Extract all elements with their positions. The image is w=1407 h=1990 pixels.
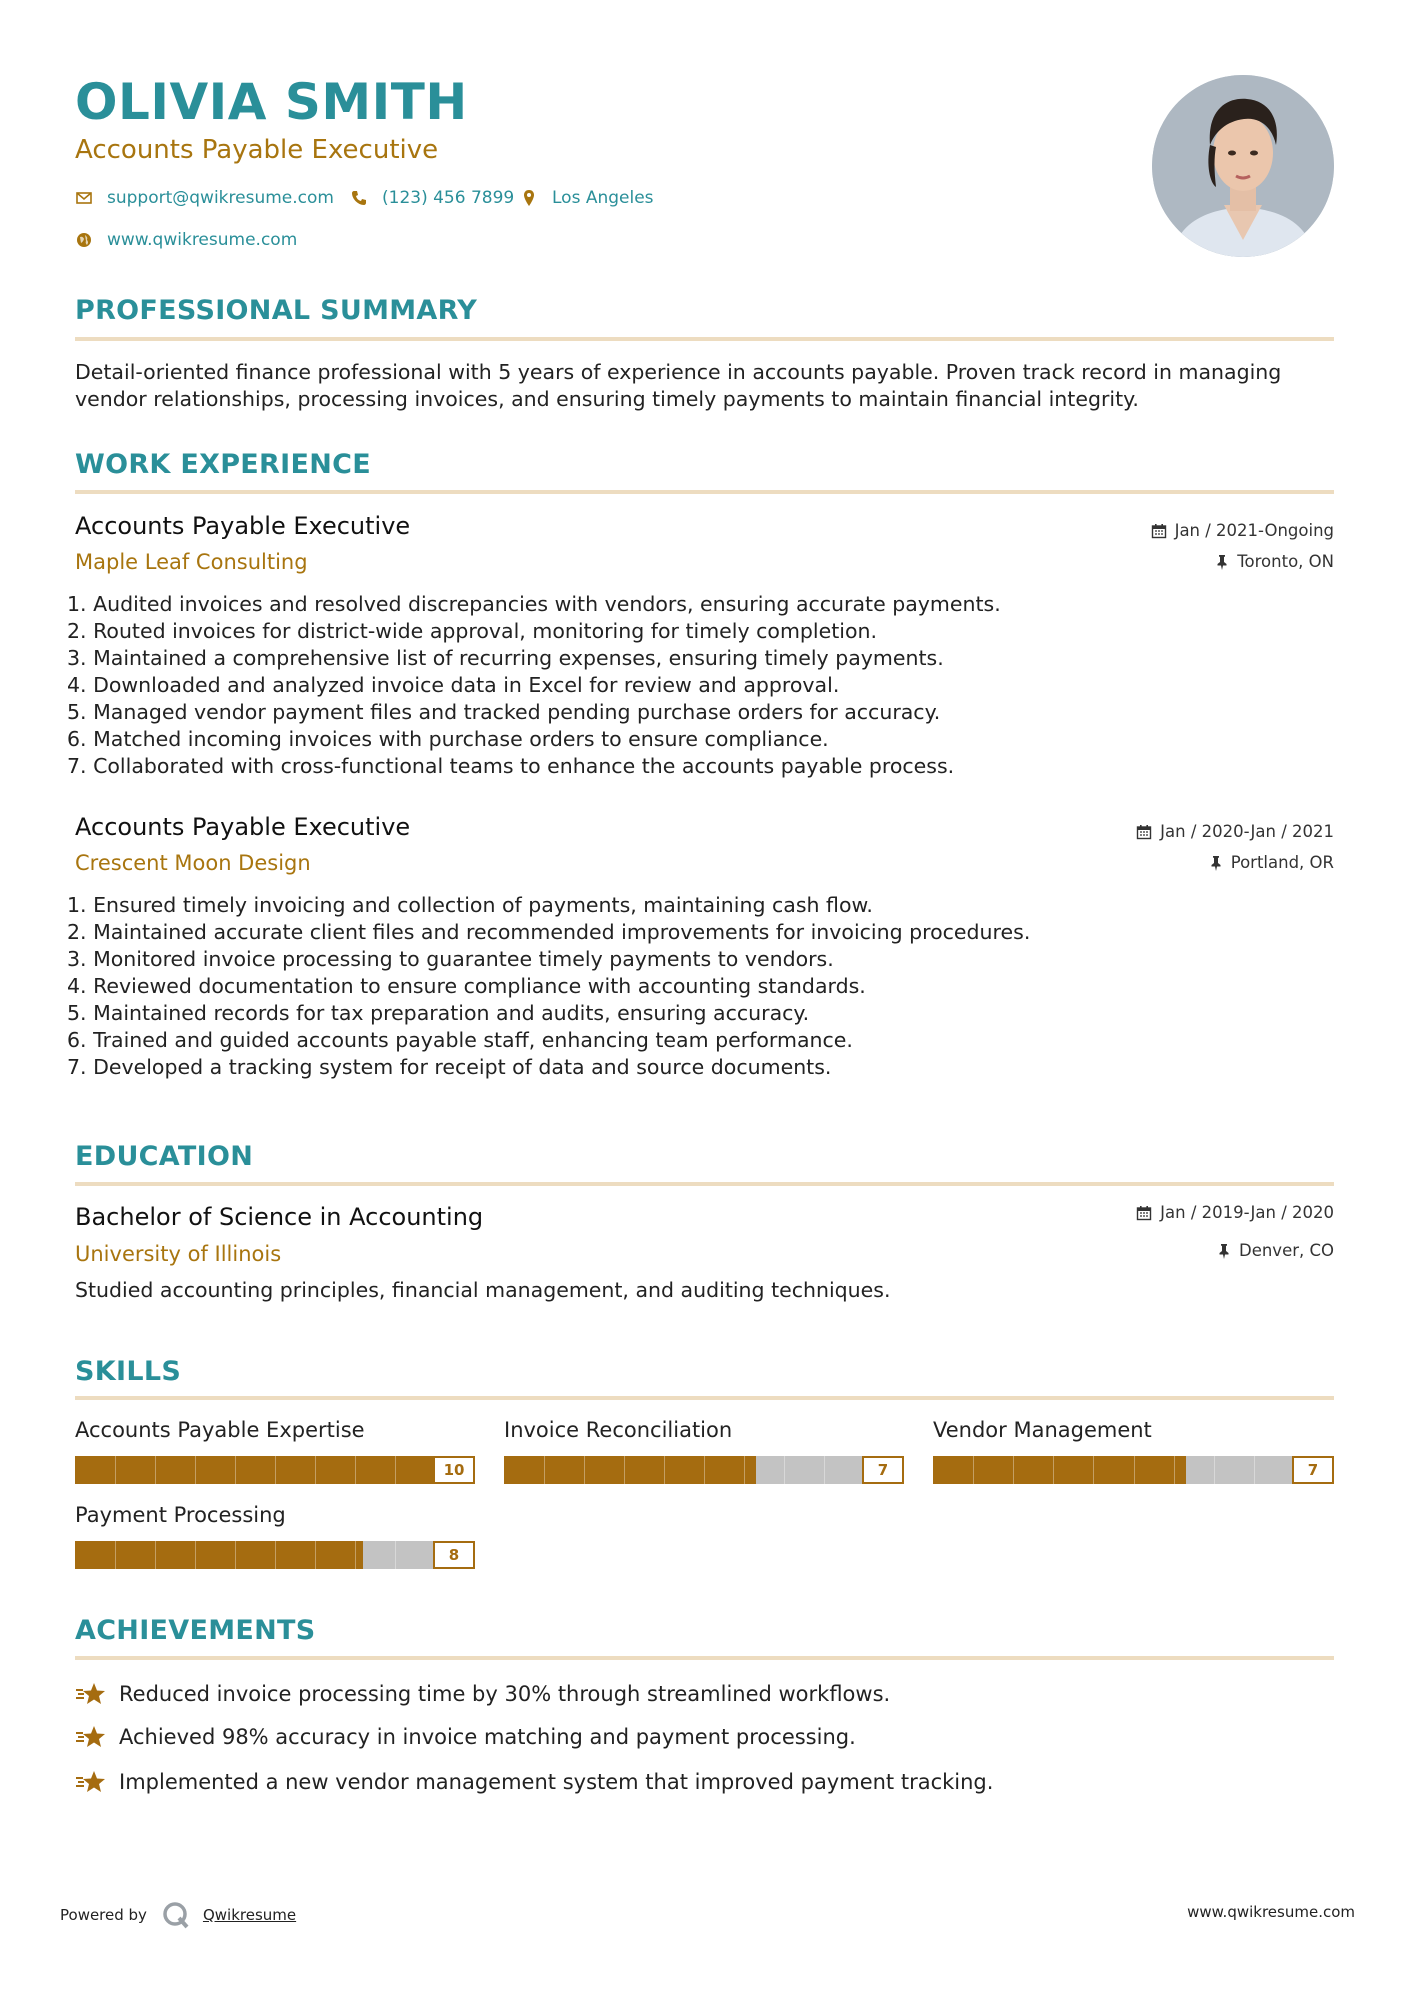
profile-photo: [1152, 75, 1334, 257]
skill-bar-segment: [155, 1541, 156, 1569]
skill-level-badge: 7: [862, 1456, 904, 1484]
calendar-icon: [1136, 1205, 1152, 1221]
list-item: 2. Maintained accurate client files and recommended improvements for invoicing procedures.: [67, 920, 1031, 944]
skill-bar-segment: [624, 1456, 625, 1484]
education-description: Studied accounting principles, financial management, and auditing techniques.: [75, 1278, 891, 1302]
list-item: 7. Collaborated with cross-functional teams to enhance the accounts payable process.: [67, 754, 955, 778]
star-icon: [75, 1769, 107, 1795]
achievement-text: Implemented a new vendor management system that improved payment tracking.: [119, 1770, 994, 1794]
skill-label: Vendor Management: [933, 1418, 1152, 1442]
map-pin-icon: [520, 189, 538, 207]
education-dates-text: Jan / 2019-Jan / 2020: [1160, 1203, 1334, 1222]
powered-by-text: Powered by: [60, 1906, 147, 1924]
skill-bar-segment: [824, 1456, 825, 1484]
pushpin-icon: [1215, 554, 1229, 570]
calendar-icon: [1151, 523, 1167, 539]
achievement-item: [75, 1680, 890, 1708]
summary-text: Detail-oriented finance professional with 5 years of experience in accounts payable. Proven track record in managing vendor relationships, processing invoices, and ensuring timely payments to maintain financial integrity.: [75, 360, 1282, 411]
experience-divider: [75, 490, 1334, 494]
pushpin-icon: [1217, 1243, 1231, 1259]
experience-heading: WORK EXPERIENCE: [75, 449, 371, 480]
degree-title: Bachelor of Science in Accounting: [75, 1203, 484, 1231]
skill-bar-segment: [235, 1456, 236, 1484]
skill-bar-segment: [1254, 1456, 1255, 1484]
list-item: 6. Matched incoming invoices with purchase orders to ensure compliance.: [67, 727, 829, 751]
skill-label: Invoice Reconciliation: [504, 1418, 733, 1442]
summary-divider: [75, 337, 1334, 341]
list-item: 2. Routed invoices for district-wide approval, monitoring for timely completion.: [67, 619, 878, 643]
skill-bar-segment: [1134, 1456, 1135, 1484]
skill-bar-segment: [784, 1456, 785, 1484]
contact-phone[interactable]: [350, 186, 514, 210]
skill-bar-segment: [744, 1456, 745, 1484]
qwikresume-logo-icon: [161, 1900, 191, 1930]
education-divider: [75, 1182, 1334, 1186]
location-text: Los Angeles: [552, 188, 654, 208]
education-heading: EDUCATION: [75, 1141, 254, 1172]
skill-bar-segment: [195, 1541, 196, 1569]
skill-bar-segment: [1174, 1456, 1175, 1484]
list-item: 6. Trained and guided accounts payable staff, enhancing team performance.: [67, 1028, 853, 1052]
skill-bar-segment: [155, 1456, 156, 1484]
skill-bar: [75, 1456, 475, 1484]
website-text[interactable]: www.qwikresume.com: [107, 230, 298, 250]
list-item: 4. Reviewed documentation to ensure compliance with accounting standards.: [67, 974, 866, 998]
job-location-text: Portland, OR: [1230, 853, 1334, 872]
skill-bar-segment: [115, 1541, 116, 1569]
list-item: 7. Developed a tracking system for receipt of data and source documents.: [67, 1055, 832, 1079]
skill-bar-segment: [355, 1456, 356, 1484]
skill-bar-segment: [1214, 1456, 1215, 1484]
list-item: 5. Managed vendor payment files and tracked pending purchase orders for accuracy.: [67, 700, 941, 724]
education-dates: [1136, 1202, 1334, 1224]
skill-bar: [75, 1541, 475, 1569]
job-title: Accounts Payable Executive: [75, 512, 411, 540]
summary-heading: PROFESSIONAL SUMMARY: [75, 295, 478, 326]
skill-bar-segment: [544, 1456, 545, 1484]
qwikresume-link[interactable]: Qwikresume: [202, 1906, 297, 1924]
skill-bar-segment: [1013, 1456, 1014, 1484]
company-name: Maple Leaf Consulting: [75, 550, 308, 574]
list-item: 4. Downloaded and analyzed invoice data in Excel for review and approval.: [67, 673, 840, 697]
skill-bar-segment: [664, 1456, 665, 1484]
skill-bar-fill: [933, 1456, 1186, 1484]
skill-bar-segment: [584, 1456, 585, 1484]
skill-label: Payment Processing: [75, 1503, 286, 1527]
skills-divider: [75, 1396, 1334, 1400]
achievements-heading: ACHIEVEMENTS: [75, 1615, 316, 1646]
skill-bar-segment: [115, 1456, 116, 1484]
job-location: [1209, 852, 1334, 874]
job-location-text: Toronto, ON: [1237, 552, 1334, 571]
job-dates-text: Jan / 2020-Jan / 2021: [1160, 822, 1334, 841]
skill-bar-segment: [275, 1456, 276, 1484]
skill-bar-fill: [75, 1541, 363, 1569]
company-name: Crescent Moon Design: [75, 851, 311, 875]
list-item: 5. Maintained records for tax preparation and audits, ensuring accuracy.: [67, 1001, 810, 1025]
skill-bar-fill: [504, 1456, 756, 1484]
skill-bar-segment: [395, 1456, 396, 1484]
star-icon: [75, 1681, 107, 1707]
skill-bar-segment: [195, 1456, 196, 1484]
contact-website[interactable]: [75, 228, 297, 252]
contact-location: [520, 186, 654, 210]
skill-bar: [504, 1456, 904, 1484]
skills-heading: SKILLS: [75, 1356, 182, 1387]
education-location-text: Denver, CO: [1238, 1241, 1334, 1260]
phone-icon: [350, 189, 368, 207]
skill-bar-segment: [973, 1456, 974, 1484]
skill-level-badge: 10: [433, 1456, 475, 1484]
star-icon: [75, 1724, 107, 1750]
job-dates: [1136, 821, 1334, 843]
footer-site[interactable]: www.qwikresume.com: [1187, 1903, 1355, 1921]
job-dates: [1151, 520, 1334, 542]
achievement-item: [75, 1768, 993, 1796]
skill-level-badge: 8: [433, 1541, 475, 1569]
skill-bar-segment: [1093, 1456, 1094, 1484]
job-bullets: [67, 892, 1030, 1081]
list-item: 3. Monitored invoice processing to guarantee timely payments to vendors.: [67, 947, 834, 971]
skill-bar-segment: [235, 1541, 236, 1569]
footer-powered-by: [60, 1900, 296, 1930]
skill-bar-segment: [315, 1541, 316, 1569]
job-location: [1215, 551, 1334, 573]
phone-text: (123) 456 7899: [382, 188, 515, 208]
achievement-text: Reduced invoice processing time by 30% through streamlined workflows.: [119, 1682, 891, 1706]
list-item: 3. Maintained a comprehensive list of recurring expenses, ensuring timely payments.: [67, 646, 944, 670]
job-title: Accounts Payable Executive: [75, 813, 411, 841]
list-item: 1. Audited invoices and resolved discrepancies with vendors, ensuring accurate payments.: [67, 592, 1001, 616]
candidate-title: Accounts Payable Executive: [75, 135, 439, 165]
list-item: 1. Ensured timely invoicing and collection of payments, maintaining cash flow.: [67, 893, 873, 917]
contact-email[interactable]: [75, 186, 334, 210]
achievement-item: [75, 1723, 856, 1751]
skill-label: Accounts Payable Expertise: [75, 1418, 365, 1442]
skill-bar-segment: [275, 1541, 276, 1569]
skill-bar: [933, 1456, 1334, 1484]
education-location: [1217, 1240, 1334, 1262]
skill-level-badge: 7: [1292, 1456, 1334, 1484]
skill-bar-segment: [315, 1456, 316, 1484]
school-name: University of Illinois: [75, 1242, 282, 1266]
skill-bar-segment: [1053, 1456, 1054, 1484]
skill-bar-segment: [704, 1456, 705, 1484]
achievements-divider: [75, 1656, 1334, 1660]
candidate-name: OLIVIA SMITH: [75, 73, 468, 131]
globe-icon: [75, 231, 93, 249]
skill-bar-segment: [355, 1541, 356, 1569]
job-bullets: [67, 591, 1001, 780]
envelope-icon: [75, 189, 93, 207]
job-dates-text: Jan / 2021-Ongoing: [1174, 521, 1334, 540]
achievement-text: Achieved 98% accuracy in invoice matching and payment processing.: [119, 1725, 856, 1749]
skill-bar-segment: [395, 1541, 396, 1569]
calendar-icon: [1136, 824, 1152, 840]
email-text[interactable]: support@qwikresume.com: [107, 188, 334, 208]
pushpin-icon: [1209, 855, 1223, 871]
